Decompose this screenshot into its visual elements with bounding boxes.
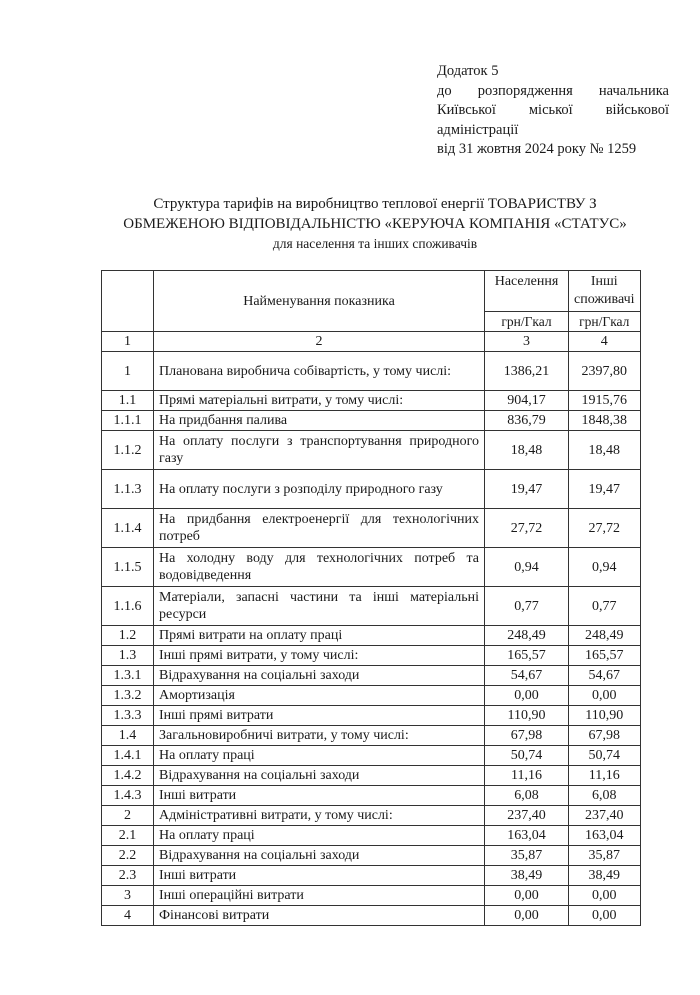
row-population-value: 0,94 (485, 548, 569, 587)
row-number: 1.4 (102, 726, 154, 746)
row-population-value: 110,90 (485, 706, 569, 726)
row-others-value: 11,16 (569, 766, 641, 786)
table-index-row (102, 332, 641, 352)
annex-word: військової (605, 102, 669, 118)
row-others-value: 18,48 (569, 431, 641, 470)
annex-word: міської (528, 102, 573, 118)
annex-word: Київської (437, 102, 496, 118)
table-row (102, 626, 641, 646)
table-header-row (102, 271, 641, 312)
row-indicator-name: На придбання електроенергії для технологічних потреб (154, 509, 485, 548)
unit-others: грн/Гкал (569, 312, 641, 332)
row-indicator-name: Інші прямі витрати, у тому числі: (154, 646, 485, 666)
table-row (102, 866, 641, 886)
row-others-value: 0,00 (569, 906, 641, 926)
table-row (102, 726, 641, 746)
header-empty-cell (102, 271, 154, 332)
row-indicator-name: Амортизація (154, 686, 485, 706)
annex-word: розпорядження (477, 82, 573, 99)
header-others (569, 271, 641, 312)
row-indicator-name: Інші витрати (154, 786, 485, 806)
header-indicator-name: Найменування показника (154, 271, 485, 332)
row-others-value: 54,67 (569, 666, 641, 686)
table-row (102, 391, 641, 411)
row-indicator-name: Відрахування на соціальні заходи (154, 666, 485, 686)
row-population-value: 0,00 (485, 686, 569, 706)
row-others-value: 67,98 (569, 726, 641, 746)
row-number: 3 (102, 886, 154, 906)
row-population-value: 27,72 (485, 509, 569, 548)
row-number: 4 (102, 906, 154, 926)
table-row (102, 766, 641, 786)
table-row (102, 826, 641, 846)
row-indicator-name: На оплату праці (154, 746, 485, 766)
table-row (102, 411, 641, 431)
row-indicator-name: Інші операційні витрати (154, 886, 485, 906)
row-population-value: 836,79 (485, 411, 569, 431)
row-others-value: 1848,38 (569, 411, 641, 431)
row-number: 1.3.2 (102, 686, 154, 706)
row-population-value: 67,98 (485, 726, 569, 746)
row-number: 1 (102, 352, 154, 391)
row-population-value: 19,47 (485, 470, 569, 509)
row-number: 1.1.6 (102, 587, 154, 626)
row-indicator-name: На оплату послуги з транспортування природного газу (154, 431, 485, 470)
row-number: 1.4.3 (102, 786, 154, 806)
table-row (102, 846, 641, 866)
row-indicator-name: Фінансові витрати (154, 906, 485, 926)
row-indicator-name: Адміністративні витрати, у тому числі: (154, 806, 485, 826)
header-others-line1: Інші (590, 274, 618, 289)
annex-line-3 (437, 101, 669, 121)
row-number: 1.1 (102, 391, 154, 411)
row-others-value: 0,00 (569, 886, 641, 906)
row-population-value: 35,87 (485, 846, 569, 866)
row-indicator-name: Планована виробнича собівартість, у тому числі: (154, 352, 485, 391)
annex-line-2 (437, 82, 669, 102)
row-number: 1.1.4 (102, 509, 154, 548)
row-number: 1.1.3 (102, 470, 154, 509)
header-others-line2: споживачі (574, 292, 635, 307)
row-population-value: 163,04 (485, 826, 569, 846)
row-others-value: 35,87 (569, 846, 641, 866)
row-indicator-name: Інші прямі витрати (154, 706, 485, 726)
row-indicator-name: На холодну воду для технологічних потреб та водовідведення (154, 548, 485, 587)
row-number: 1.1.2 (102, 431, 154, 470)
index-cell: 2 (154, 332, 485, 352)
row-others-value: 0,77 (569, 587, 641, 626)
row-others-value: 2397,80 (569, 352, 641, 391)
table-row (102, 548, 641, 587)
tariff-structure-table (101, 270, 641, 926)
row-indicator-name: Відрахування на соціальні заходи (154, 766, 485, 786)
row-others-value: 165,57 (569, 646, 641, 666)
row-others-value: 38,49 (569, 866, 641, 886)
row-number: 1.1.5 (102, 548, 154, 587)
index-cell: 1 (102, 332, 154, 352)
row-indicator-name: Інші витрати (154, 866, 485, 886)
row-number: 1.1.1 (102, 411, 154, 431)
row-indicator-name: На придбання палива (154, 411, 485, 431)
row-population-value: 904,17 (485, 391, 569, 411)
row-others-value: 27,72 (569, 509, 641, 548)
row-population-value: 54,67 (485, 666, 569, 686)
row-number: 1.4.1 (102, 746, 154, 766)
row-others-value: 19,47 (569, 470, 641, 509)
table-row (102, 470, 641, 509)
table-row (102, 706, 641, 726)
table-row (102, 509, 641, 548)
row-indicator-name: Загальновиробничі витрати, у тому числі: (154, 726, 485, 746)
row-population-value: 0,77 (485, 587, 569, 626)
title-line-1: Структура тарифів на виробництво теплової енергії ТОВАРИСТВУ З (153, 196, 597, 212)
row-number: 1.3 (102, 646, 154, 666)
table-row (102, 646, 641, 666)
row-indicator-name: Матеріали, запасні частини та інші матеріальні ресурси (154, 587, 485, 626)
row-population-value: 11,16 (485, 766, 569, 786)
table-row (102, 587, 641, 626)
row-others-value: 248,49 (569, 626, 641, 646)
row-population-value: 0,00 (485, 906, 569, 926)
header-population: Населення (485, 271, 569, 312)
unit-population: грн/Гкал (485, 312, 569, 332)
row-number: 1.2 (102, 626, 154, 646)
row-population-value: 1386,21 (485, 352, 569, 391)
row-population-value: 50,74 (485, 746, 569, 766)
row-others-value: 0,94 (569, 548, 641, 587)
table-row (102, 886, 641, 906)
annex-block (437, 62, 669, 160)
row-number: 2 (102, 806, 154, 826)
index-cell: 4 (569, 332, 641, 352)
row-number: 1.4.2 (102, 766, 154, 786)
table-row (102, 686, 641, 706)
table-row (102, 786, 641, 806)
row-indicator-name: Відрахування на соціальні заходи (154, 846, 485, 866)
row-others-value: 0,00 (569, 686, 641, 706)
annex-word: начальника (598, 82, 669, 99)
row-population-value: 248,49 (485, 626, 569, 646)
row-indicator-name: Прямі матеріальні витрати, у тому числі: (154, 391, 485, 411)
row-indicator-name: На оплату послуги з розподілу природного газу (154, 470, 485, 509)
document-title (90, 194, 660, 254)
row-number: 1.3.3 (102, 706, 154, 726)
row-population-value: 38,49 (485, 866, 569, 886)
row-others-value: 237,40 (569, 806, 641, 826)
row-population-value: 0,00 (485, 886, 569, 906)
row-others-value: 50,74 (569, 746, 641, 766)
title-line-3: для населення та інших споживачів (272, 236, 478, 251)
row-others-value: 163,04 (569, 826, 641, 846)
row-others-value: 110,90 (569, 706, 641, 726)
row-indicator-name: На оплату праці (154, 826, 485, 846)
table-row (102, 352, 641, 391)
table-row (102, 806, 641, 826)
annex-title: Додаток 5 (437, 63, 499, 79)
row-number: 2.3 (102, 866, 154, 886)
row-population-value: 18,48 (485, 431, 569, 470)
row-number: 2.1 (102, 826, 154, 846)
annex-date-number: від 31 жовтня 2024 року № 1259 (437, 141, 637, 157)
index-cell: 3 (485, 332, 569, 352)
row-number: 2.2 (102, 846, 154, 866)
title-line-2: ОБМЕЖЕНОЮ ВІДПОВІДАЛЬНІСТЮ «КЕРУЮЧА КОМПАНІЯ «СТАТУС» (123, 216, 627, 232)
annex-word: до (437, 82, 452, 99)
annex-line-4: адміністрації (437, 121, 519, 138)
row-population-value: 237,40 (485, 806, 569, 826)
row-others-value: 1915,76 (569, 391, 641, 411)
row-number: 1.3.1 (102, 666, 154, 686)
table-row (102, 666, 641, 686)
row-population-value: 165,57 (485, 646, 569, 666)
row-indicator-name: Прямі витрати на оплату праці (154, 626, 485, 646)
row-others-value: 6,08 (569, 786, 641, 806)
table-row (102, 906, 641, 926)
table-row (102, 746, 641, 766)
row-population-value: 6,08 (485, 786, 569, 806)
table-row (102, 431, 641, 470)
